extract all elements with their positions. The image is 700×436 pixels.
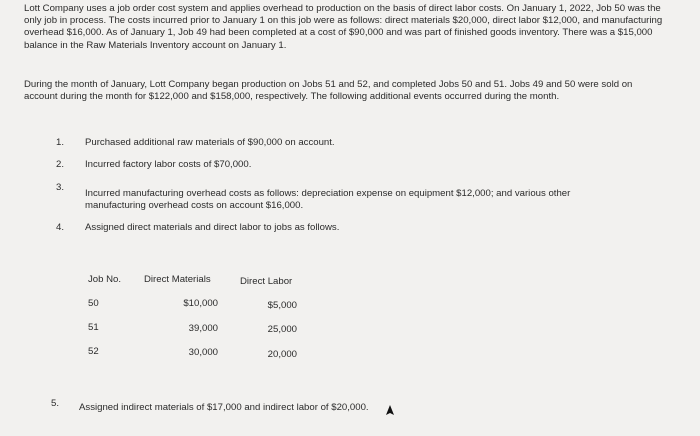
table-header-direct-materials: Direct Materials	[144, 274, 211, 285]
table-cell-job: 50	[88, 298, 99, 309]
table-cell-job: 52	[88, 346, 99, 357]
item-text: Incurred manufacturing overhead costs as follows: depreciation expense on equipment $12,000; and various other manufacturing overhead costs on account $16,000.	[85, 188, 571, 212]
table-cell-labor: 20,000	[267, 349, 297, 360]
item-number: 3.	[56, 182, 65, 193]
item-number: 4.	[56, 222, 65, 233]
item-number: 5.	[51, 398, 60, 409]
item-number: 1.	[56, 137, 65, 148]
january-paragraph: During the month of January, Lott Company began production on Jobs 51 and 52, and completed Jobs 50 and 51. Jobs 49 and 50 were sold on account during the month for $122,000 and $158,000, respectively. The following additional events occurred during the month.	[24, 79, 633, 103]
item-text: Purchased additional raw materials of $90,000 on account.	[85, 137, 335, 148]
item-text: Assigned indirect materials of $17,000 and indirect labor of $20,000.	[79, 402, 369, 413]
table-header-job-no: Job No.	[88, 274, 122, 285]
intro-paragraph: Lott Company uses a job order cost system and applies overhead to production on the basis of direct labor costs. On January 1, 2022, Job 50 was the only job in process. The costs incurred prior to January 1 on this job were as follows: direct materials $20,000, direct labor $12,000, and manufacturing overhead $16,000. As of January 1, Job 49 had been completed at a cost of $90,000 and was part of finished goods inventory. There was a $15,000 balance in the Raw Materials Inventory account on January 1.	[24, 3, 663, 51]
item-text: Assigned direct materials and direct labor to jobs as follows.	[85, 222, 340, 233]
table-header-direct-labor: Direct Labor	[240, 276, 293, 287]
item-number: 2.	[56, 159, 65, 170]
table-cell-labor: 25,000	[267, 324, 297, 335]
table-cell-job: 51	[88, 322, 99, 333]
table-cell-labor: $5,000	[267, 300, 297, 311]
table-cell-materials: 30,000	[188, 347, 218, 358]
table-cell-materials: 39,000	[188, 323, 218, 334]
table-cell-materials: $10,000	[183, 298, 218, 309]
item-text: Incurred factory labor costs of $70,000.	[85, 159, 252, 170]
